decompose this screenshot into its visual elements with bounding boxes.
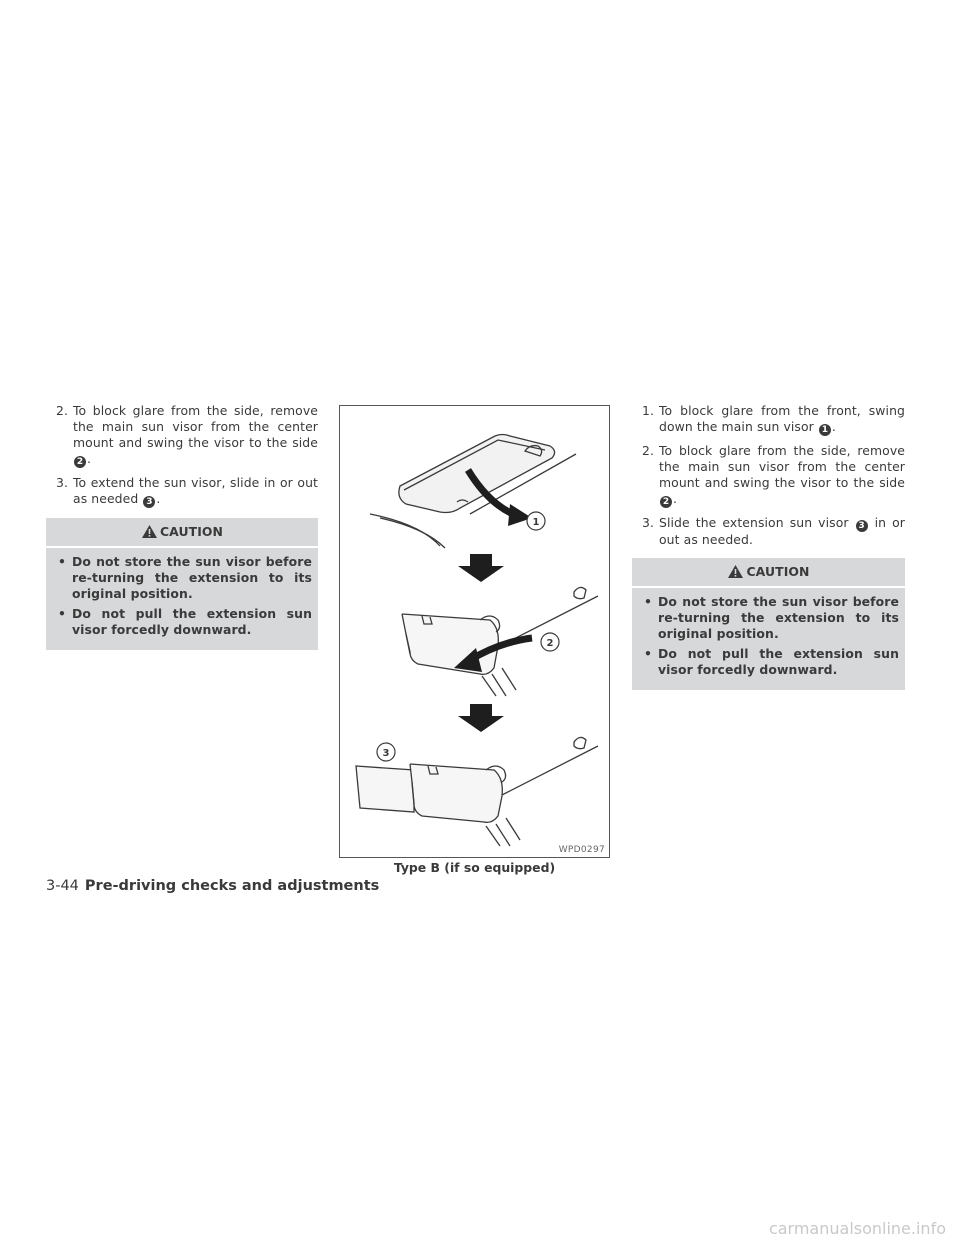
page-footer <box>46 878 379 894</box>
left-column <box>46 403 318 650</box>
windshield-curve <box>370 514 440 546</box>
section-title: Pre-driving checks and adjustments <box>84 878 380 894</box>
step-3-right: 3. Slide the extension sun visor 3 in or out as needed. <box>642 515 905 547</box>
callout-1: 1 <box>532 517 540 528</box>
warning-triangle-icon <box>141 524 158 539</box>
caution-item: • Do not pull the extension sun visor forcedly downward. <box>644 646 899 677</box>
caution-heading: CAUTION <box>632 558 905 588</box>
callout-ref-3: 3 <box>856 520 868 532</box>
caution-item: • Do not pull the extension sun visor forcedly downward. <box>58 606 312 637</box>
step-2-right: 2. To block glare from the side, remove the main sun visor from the center mount and swing the visor to the side 2 . <box>642 443 905 507</box>
sequence-arrow-1 <box>458 554 504 582</box>
caution-item: • Do not store the sun visor before re-turning the extension to its original position. <box>644 594 899 641</box>
visor-mount-2 <box>574 587 586 598</box>
page-number: 3-44 <box>46 878 79 894</box>
sequence-arrow-2 <box>458 704 504 732</box>
callout-ref-2: 2 <box>74 456 86 468</box>
roof-line-3 <box>500 746 598 796</box>
caution-box-left <box>46 518 318 650</box>
right-column <box>632 403 905 690</box>
caution-box-right <box>632 558 905 690</box>
extension-visor-shape <box>356 766 414 812</box>
callout-3: 3 <box>382 748 390 759</box>
callout-ref-1: 1 <box>819 424 831 436</box>
watermark: carmanualsonline.info <box>620 1216 960 1242</box>
callout-2: 2 <box>546 638 554 649</box>
warning-triangle-icon <box>727 564 744 579</box>
figure-caption: Type B (if so equipped) <box>393 860 556 875</box>
step-3-left: 3. To extend the sun visor, slide in or out as needed 3 . <box>56 475 318 507</box>
caution-heading: CAUTION <box>46 518 318 548</box>
sun-visor-illustration <box>339 405 610 858</box>
caution-item: • Do not store the sun visor before re-turning the extension to its original position. <box>58 554 312 601</box>
callout-ref-2: 2 <box>660 496 672 508</box>
step-1-right: 1. To block glare from the front, swing down the main sun visor 1 . <box>642 403 905 435</box>
sun-visor-diagram <box>340 406 609 857</box>
step-2-left: 2. To block glare from the side, remove the main sun visor from the center mount and swing the visor to the side 2 . <box>56 403 318 467</box>
callout-ref-3: 3 <box>143 496 155 508</box>
figure-code: WPD0297 <box>558 845 605 855</box>
side-visor-shape <box>402 614 498 674</box>
